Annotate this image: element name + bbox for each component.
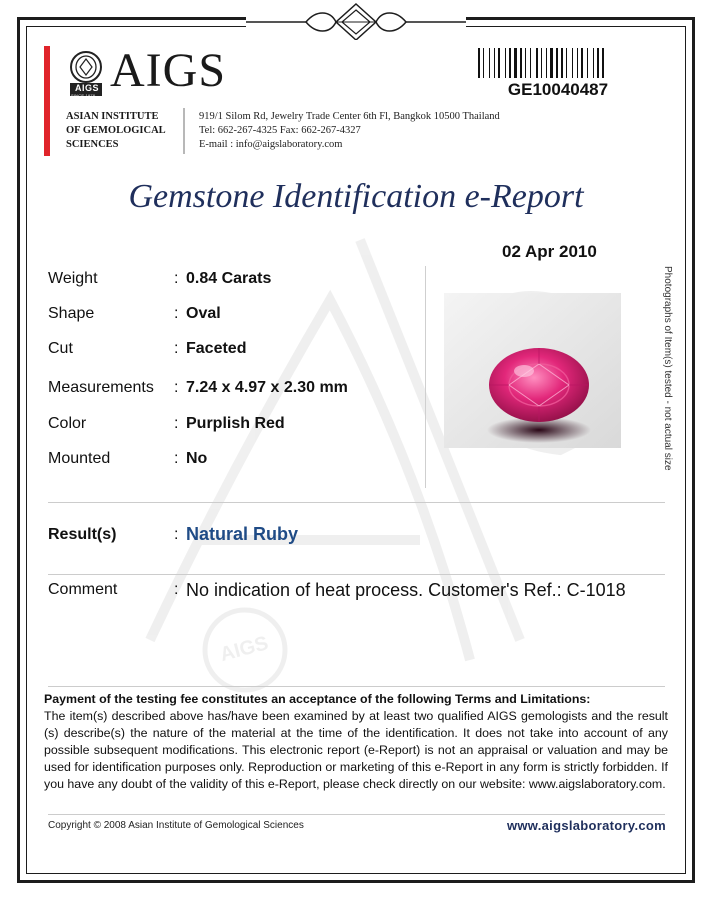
- institute-line: ASIAN INSTITUTE: [66, 111, 159, 122]
- aigs-emblem-icon: [66, 50, 106, 100]
- gemstone-photo: [444, 293, 621, 448]
- result-colon: :: [174, 526, 179, 543]
- report-title: Gemstone Identification e-Report: [128, 178, 584, 215]
- detail-value-weight: 0.84 Carats: [186, 270, 272, 287]
- divider-line: [48, 686, 665, 687]
- divider-line: [48, 502, 665, 503]
- detail-label-mounted: Mounted: [48, 450, 111, 467]
- result-value: Natural Ruby: [186, 524, 299, 544]
- result-label: Result(s): [48, 526, 117, 543]
- detail-colon: :: [174, 340, 179, 357]
- detail-colon: :: [174, 270, 179, 287]
- contact-address: [199, 110, 500, 152]
- comment-value: No indication of heat process. Customer's Ref.: C-1018: [186, 580, 626, 600]
- institute-name: [66, 110, 166, 152]
- address-line: 919/1 Silom Rd, Jewelry Trade Center 6th Fl, Bangkok 10500 Thailand: [199, 111, 500, 122]
- detail-colon: :: [174, 379, 179, 396]
- detail-value-measurements: 7.24 x 4.97 x 2.30 mm: [186, 379, 348, 396]
- detail-colon: :: [174, 305, 179, 322]
- logo-wordmark: AIGS: [110, 44, 227, 97]
- website-link[interactable]: www.aigslaboratory.com: [506, 818, 666, 833]
- email-line: E-mail : info@aigslaboratory.com: [199, 139, 343, 150]
- emblem-text: AIGS: [75, 83, 100, 93]
- comment-colon: :: [174, 581, 179, 598]
- photo-divider: [425, 266, 426, 488]
- svg-text:AIGS: AIGS: [217, 632, 271, 667]
- detail-value-shape: Oval: [186, 305, 221, 322]
- terms-heading: Payment of the testing fee constitutes an acceptance of the following Terms and Limitations:: [44, 692, 591, 706]
- comment-label: Comment: [48, 581, 118, 598]
- report-number: GE10040487: [507, 80, 609, 99]
- phone-line: Tel: 662-267-4325 Fax: 662-267-4327: [199, 125, 361, 136]
- barcode: [478, 48, 638, 78]
- detail-value-color: Purplish Red: [186, 415, 285, 432]
- detail-colon: :: [174, 450, 179, 467]
- terms-and-limitations: [44, 691, 668, 793]
- institute-line: SCIENCES: [66, 139, 119, 150]
- address-divider: [183, 108, 185, 154]
- institute-line: OF GEMOLOGICAL: [66, 125, 166, 136]
- detail-label-color: Color: [48, 415, 87, 432]
- copyright: Copyright © 2008 Asian Institute of Gemological Sciences: [48, 820, 304, 831]
- detail-label-shape: Shape: [48, 305, 95, 322]
- detail-value-cut: Faceted: [186, 340, 247, 357]
- detail-label-cut: Cut: [48, 340, 73, 357]
- accent-bar: [44, 46, 50, 156]
- photo-caption-text: Photographs of Item(s) tested - not actual size: [662, 266, 673, 471]
- photo-caption: [659, 266, 673, 486]
- detail-value-mounted: No: [186, 450, 208, 467]
- terms-body: The item(s) described above has/have been examined by at least two qualified AIGS gemologists and the result (s) describe(s) the nature of the material at the time of the identification. It does not take into account of any possible subsequent modifications. This electronic report (e-Report) is not an appraisal or valuation and may be used for identification purposes only. Reproduction or marketing of this e-Report in any form is strictly forbidden. If you have any doubt of the validity of this e-Report, please check directly on our website: www.aigslaboratory.com.: [44, 709, 668, 791]
- top-ornament: [246, 0, 466, 40]
- emblem-since: SINCE 1978: [71, 93, 96, 98]
- divider-line: [48, 814, 665, 815]
- divider-line: [48, 574, 665, 575]
- report-date: 02 Apr 2010: [502, 242, 597, 261]
- detail-label-weight: Weight: [48, 270, 98, 287]
- detail-label-measurements: Measurements: [48, 379, 154, 396]
- detail-colon: :: [174, 415, 179, 432]
